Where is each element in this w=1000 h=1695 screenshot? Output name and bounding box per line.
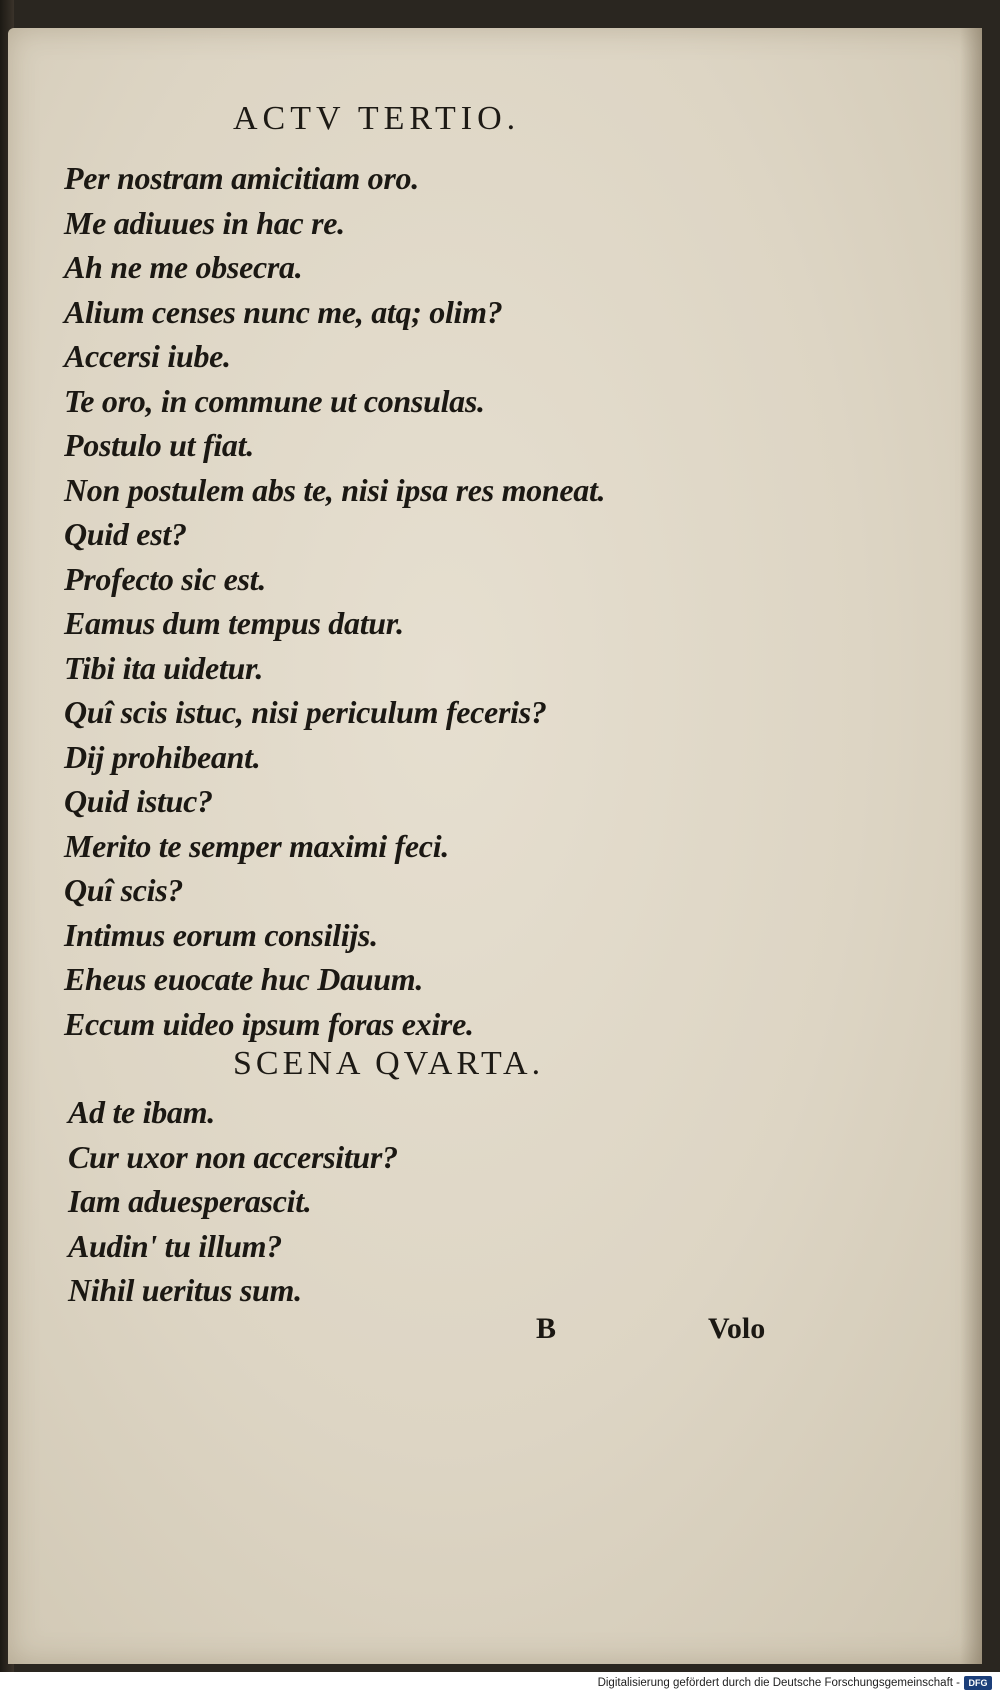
text-line: Postulo ut fiat. [64,427,254,463]
text-line: Cur uxor non accersitur? [68,1138,398,1175]
catchword: Volo [708,1312,766,1345]
scene-text-lines [68,1090,948,1313]
text-line: Audin' tu illum? [68,1227,282,1264]
text-lines [64,156,944,1046]
text-line: Non postulem abs te, nisi ipsa res moneat. [64,471,606,508]
text-line: Nihil ueritus sum. [68,1272,302,1308]
text-line: Quid istuc? [64,783,213,819]
text-line: Quî scis istuc, nisi periculum feceris? [64,694,547,730]
signature-mark: B [536,1312,557,1345]
scene-heading: SCENA QVARTA. [233,1045,545,1082]
text-line: Ad te ibam. [68,1094,215,1130]
text-line: Ah ne me obsecra. [64,249,303,285]
text-line: Eccum uideo ipsum foras exire. [64,1005,474,1042]
text-line: Eheus euocate huc Dauum. [64,961,424,997]
text-line: Dij prohibeant. [64,738,261,775]
footer-credit: Digitalisierung gefördert durch die Deutsche Forschungsgemeinschaft - [597,1677,960,1689]
dfg-logo: DFG [964,1676,992,1690]
text-line: Quid est? [64,516,187,552]
text-line: Me adiuues in hac re. [64,204,345,241]
text-line: Iam aduesperascit. [68,1183,312,1219]
text-line: Alium censes nunc me, atq; olim? [64,293,503,330]
text-line: Per nostram amicitiam oro. [64,160,419,196]
text-line: Profecto sic est. [64,560,266,597]
text-line: Quî scis? [64,872,184,908]
text-line: Accersi iube. [64,338,231,374]
running-head: ACTV TERTIO. [233,100,521,137]
text-line: Tibi ita uidetur. [64,649,264,686]
text-line: Te oro, in commune ut consulas. [64,382,485,419]
text-line: Eamus dum tempus datur. [64,605,404,641]
text-line: Merito te semper maximi feci. [64,827,450,864]
text-line: Intimus eorum consilijs. [64,916,378,953]
